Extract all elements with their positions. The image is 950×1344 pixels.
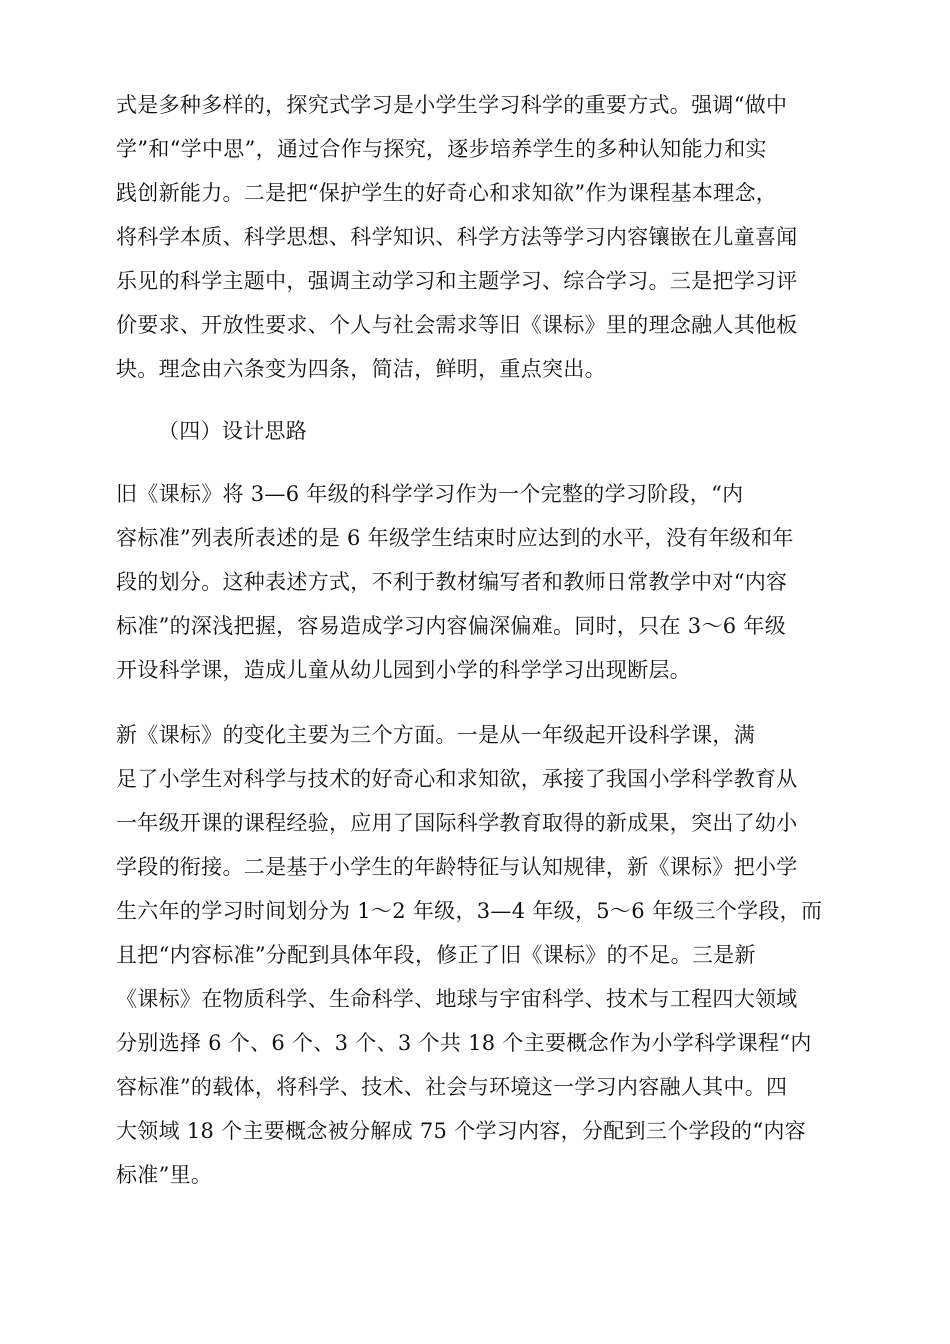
text-line: 标准”的深浅把握，容易造成学习内容偏深偏难。同时，只在 3～6 年级 [116,614,787,638]
heading-text: （四）设计思路 [158,419,308,443]
section-heading [116,409,834,453]
text-line: 一年级开课的课程经验，应用了国际科学教育取得的新成果，突出了幼小 [116,811,798,835]
text-line: 学”和“学中思”，通过合作与探究，逐步培养学生的多种认知能力和实 [116,137,767,161]
text-line: 足了小学生对科学与技术的好奇心和求知欲，承接了我国小学科学教育从 [116,767,798,791]
text-line: 块。理念由六条变为四条，简洁，鲜明，重点突出。 [116,357,606,381]
text-line: 分别选择 6 个、6 个、3 个、3 个共 18 个主要概念作为小学科学课程“内 [116,1031,812,1055]
text-line: 大领域 18 个主要概念被分解成 75 个学习内容，分配到三个学段的“内容 [116,1119,806,1143]
text-line: 新《课标》的变化主要为三个方面。一是从一年级起开设科学课，满 [116,723,755,747]
paragraph-3 [116,713,834,1197]
text-line: 标准”里。 [116,1163,213,1187]
text-line: 《课标》在物质科学、生命科学、地球与宇宙科学、技术与工程四大领域 [116,987,798,1011]
text-line: 且把“内容标准”分配到具体年段，修正了旧《课标》的不足。三是新 [116,943,756,967]
text-line: 价要求、开放性要求、个人与社会需求等旧《课标》里的理念融人其他板 [116,313,798,337]
paragraph-2 [116,472,834,692]
text-line: 容标准”的载体，将科学、技术、社会与环境这一学习内容融人其中。四 [116,1075,788,1099]
paragraph-1 [116,83,834,391]
text-line: 将科学本质、科学思想、科学知识、科学方法等学习内容镶嵌在儿童喜闻 [116,225,798,249]
text-line: 式是多种多样的，探究式学习是小学生学习科学的重要方式。强调“做中 [116,93,788,117]
text-line: 段的划分。这种表述方式，不利于教材编写者和教师日常教学中对“内容 [116,570,788,594]
text-line: 践创新能力。二是把“保护学生的好奇心和求知欲”作为课程基本理念， [116,181,778,205]
text-line: 旧《课标》将 3—6 年级的科学学习作为一个完整的学习阶段，“内 [116,482,744,506]
text-line: 开设科学课，造成儿童从幼儿园到小学的科学学习出现断层。 [116,658,692,682]
text-line: 学段的衔接。二是基于小学生的年龄特征与认知规律，新《课标》把小学 [116,855,798,879]
text-line: 容标准”列表所表述的是 6 年级学生结束时应达到的水平，没有年级和年 [116,526,794,550]
text-line: 乐见的科学主题中，强调主动学习和主题学习、综合学习。三是把学习评 [116,269,798,293]
text-line: 生六年的学习时间划分为 1～2 年级，3—4 年级，5～6 年级三个学段，而 [116,899,823,923]
